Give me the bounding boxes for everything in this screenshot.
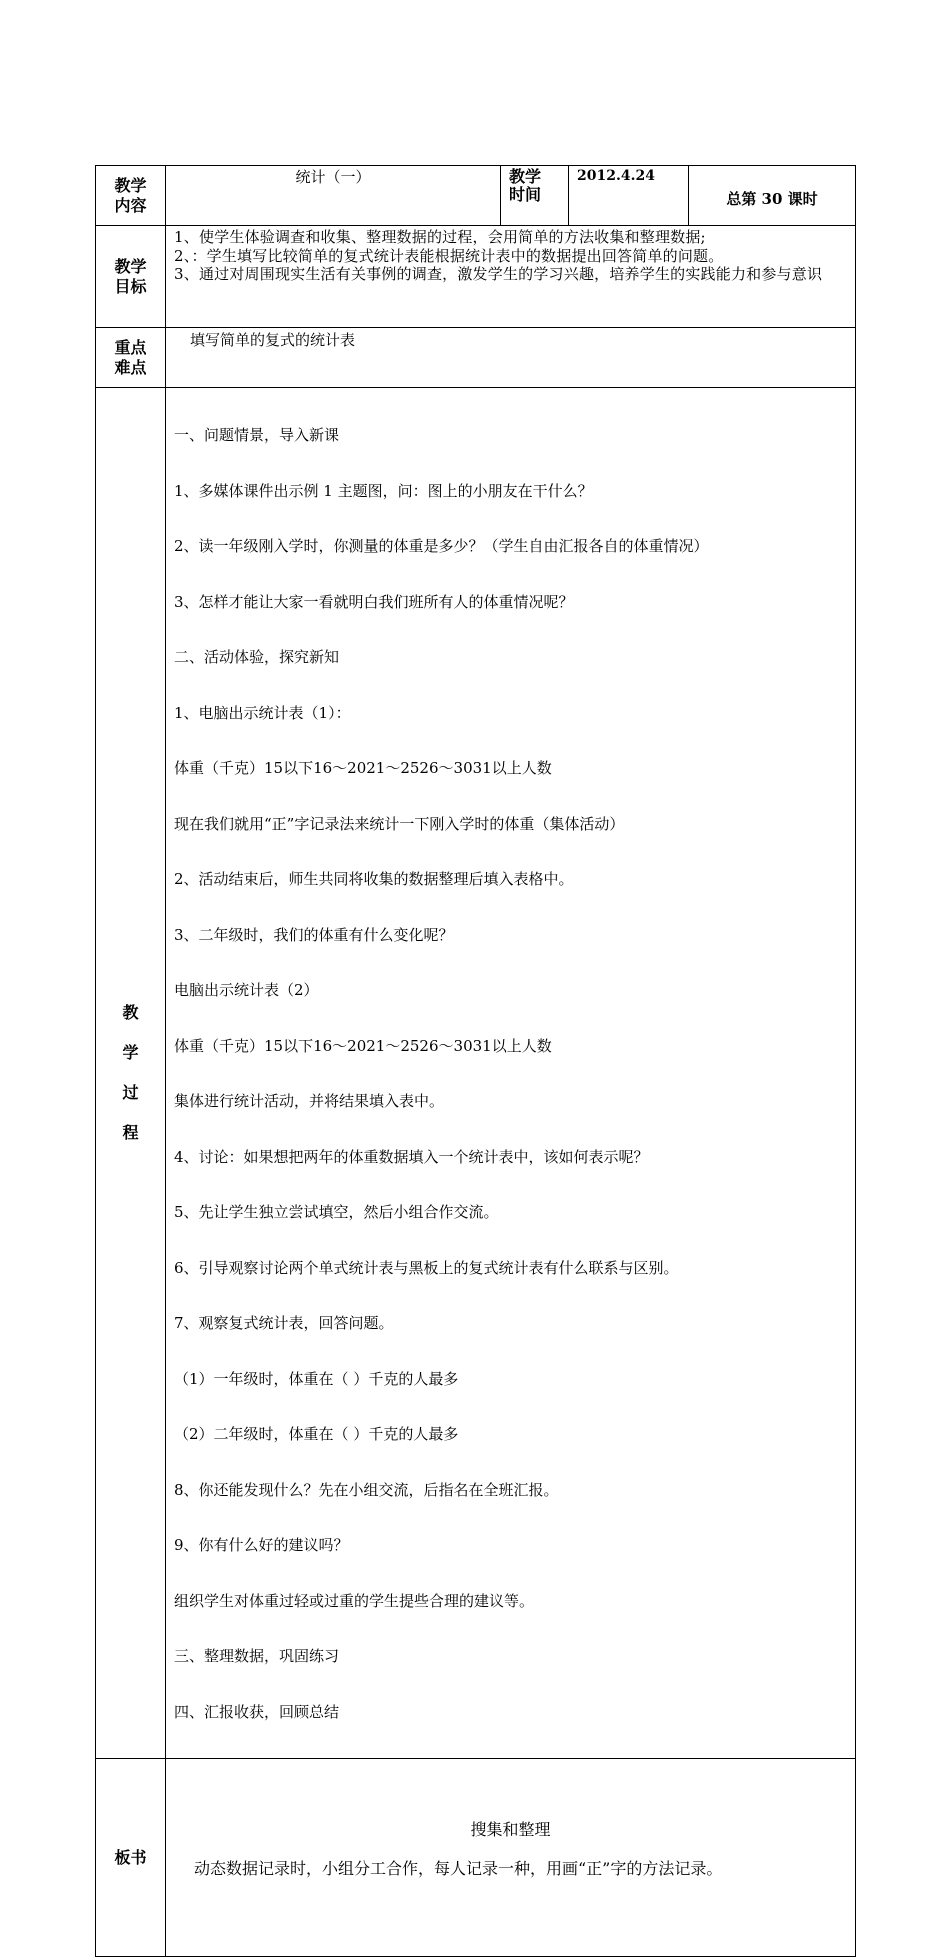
goal-item: 1、使学生体验调查和收集、整理数据的过程，会用简单的方法收集和整理数据; [174,228,706,246]
process-line: 三、整理数据，巩固练习 [174,1647,340,1665]
lesson-plan-table [95,165,856,1957]
process-line: 5、先让学生独立尝试填空，然后小组合作交流。 [174,1203,499,1221]
board-row [96,1759,856,1957]
process-label-char: 教 [122,1003,139,1022]
key-points-label [96,328,166,388]
process-line: 4、讨论：如果想把两年的体重数据填入一个统计表中，该如何表示呢？ [174,1147,649,1166]
process-label [96,388,166,1759]
lesson-date: 2012.4.24 [569,166,689,226]
goal-item: 2、：学生填写比较简单的复式统计表能根据统计表中的数据提出回答简单的问题。 [174,246,724,265]
key-points-label-line-1: 重点 [114,337,147,357]
process-line: 现在我们就用“正”字记录法来统计一下刚入学时的体重（集体活动） [174,814,625,833]
process-content [166,388,856,1759]
lesson-title: 统计（一） [166,166,501,226]
process-label-char: 程 [122,1123,139,1142]
process-line: 集体进行统计活动，并将结果填入表中。 [174,1092,445,1110]
process-line: 6、引导观察讨论两个单式统计表与黑板上的复式统计表有什么联系与区别。 [174,1258,679,1277]
total-lessons: 总第 30 课时 [689,166,856,226]
process-line: 3、二年级时，我们的体重有什么变化呢？ [174,925,454,944]
process-line: 3、怎样才能让大家一看就明白我们班所有人的体重情况呢？ [174,592,574,611]
header-row [96,166,856,226]
goals-label-line-1: 教学 [114,256,147,276]
process-line: 组织学生对体重过轻或过重的学生提些合理的建议等。 [174,1591,535,1610]
goals-content [166,226,856,328]
key-points-row [96,328,856,388]
content-label-line-1: 教学 [114,175,147,195]
time-label-line-2: 时间 [509,185,542,204]
key-points-content: 填写简单的复式的统计表 [166,328,856,388]
process-line: （2）二年级时，体重在（ ）千克的人最多 [174,1425,459,1443]
board-title: 搜集和整理 [470,1820,551,1839]
process-line: 1、多媒体课件出示例 1 主题图，问：图上的小朋友在干什么？ [174,481,593,500]
board-label: 板书 [96,1759,166,1957]
process-line: 体重（千克）15以下16～2021～2526～3031以上人数 [174,1036,552,1055]
process-line: 2、活动结束后，师生共同将收集的数据整理后填入表格中。 [174,870,574,888]
board-content [166,1759,856,1957]
process-line: 7、观察复式统计表，回答问题。 [174,1314,394,1332]
process-line: 1、电脑出示统计表（1）： [174,703,351,722]
content-label-line-2: 内容 [114,195,147,215]
goals-row [96,226,856,328]
process-label-char: 学 [122,1043,139,1062]
process-line: 8、你还能发现什么？先在小组交流，后指名在全班汇报。 [174,1480,559,1499]
goals-label [96,226,166,328]
process-line: 2、读一年级刚入学时，你测量的体重是多少？（学生自由汇报各自的体重情况） [174,537,709,555]
process-label-char: 过 [122,1083,139,1102]
goal-item: 3、通过对周围现实生活有关事例的调查，激发学生的学习兴趣，培养学生的实践能力和参与意识 [174,265,823,283]
process-line: 9、你有什么好的建议吗？ [174,1536,349,1554]
key-points-label-line-2: 难点 [114,357,147,377]
process-line: 体重（千克）15以下16～2021～2526～3031以上人数 [174,759,552,777]
goals-label-line-2: 目标 [114,276,147,296]
process-line: （1）一年级时，体重在（ ）千克的人最多 [174,1369,459,1388]
process-line: 电脑出示统计表（2） [174,981,319,999]
process-line: 二、活动体验，探究新知 [174,648,340,666]
process-line: 一、问题情景，导入新课 [174,426,340,444]
time-label-line-1: 教学 [509,167,542,186]
process-line: 四、汇报收获，回顾总结 [174,1702,340,1721]
board-text: 动态数据记录时，小组分工合作，每人记录一种，用画“正”字的方法记录。 [194,1859,723,1878]
content-label [96,166,166,226]
time-label [501,166,569,226]
process-row [96,388,856,1759]
